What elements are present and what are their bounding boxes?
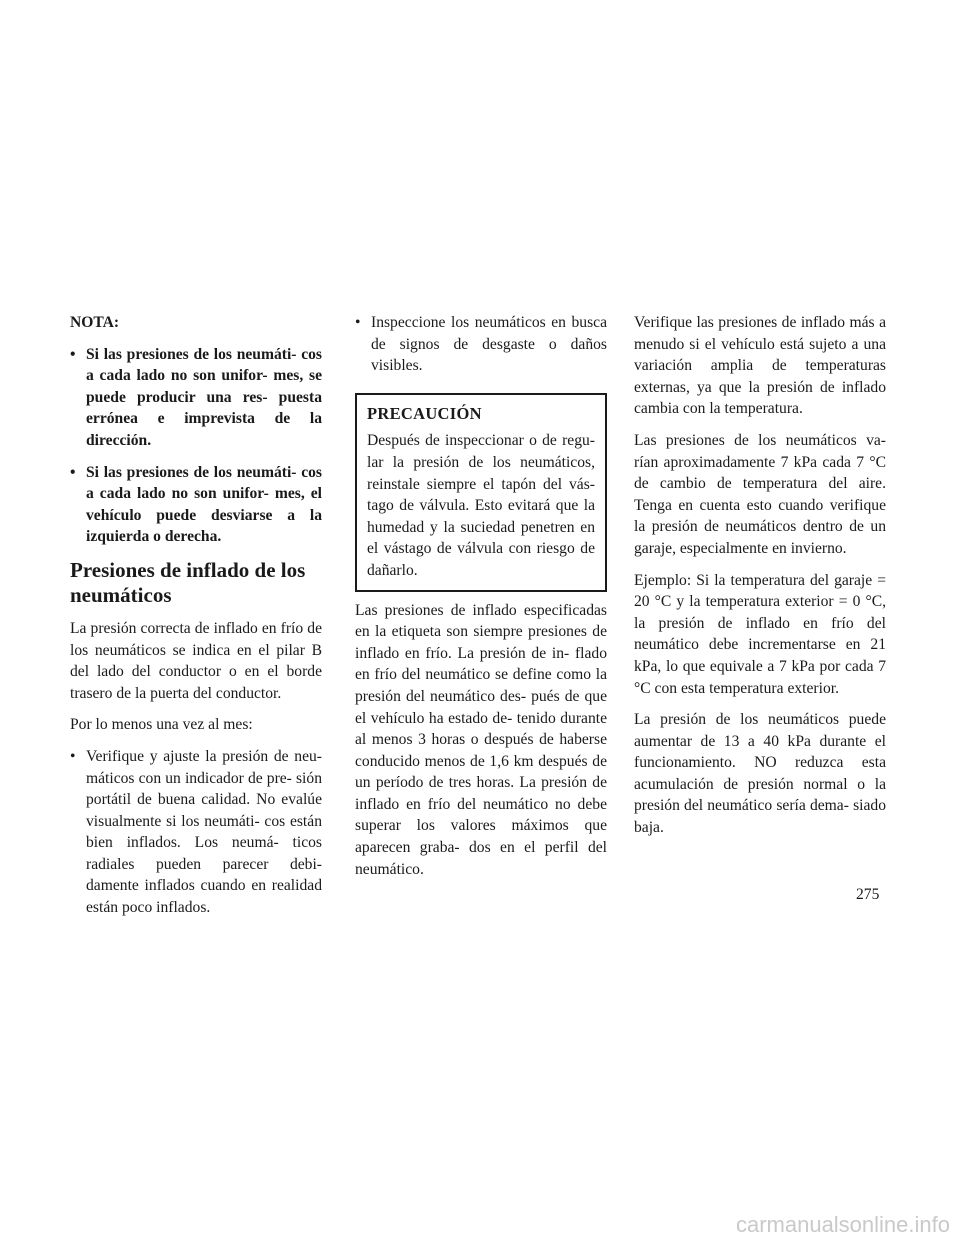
note-bullet bbox=[70, 462, 322, 548]
paragraph: La presión correcta de inflado en frío de los neumáticos se indica en el pilar B del lado del conductor o en el borde trasero de la puerta del conductor. bbox=[70, 619, 322, 702]
list-item-text: Verifique y ajuste la presión de neu- máticos con un indicador de pre- sión portátil de buena calidad. No evalúe visualmente si los neumáti- cos están bien inflados. Los neumá- ticos radiales pueden parecer debi- damente inflados cuando en realidad están poco inflados. bbox=[86, 747, 322, 917]
bullet-marker: • bbox=[70, 747, 76, 765]
section-heading: Presiones de inflado de los neumáticos bbox=[70, 557, 306, 607]
paragraph: La presión de los neumáticos puede aumentar de 13 a 40 kPa durante el funcionamiento. NO reduzca esta acumulación de presión normal o la presión del neumático sería dema- siado baja. bbox=[634, 711, 886, 837]
middle-column bbox=[355, 312, 607, 890]
bullet-marker: • bbox=[355, 314, 361, 331]
page-number: 275 bbox=[856, 886, 880, 903]
list-item bbox=[355, 312, 607, 377]
note-label: NOTA: bbox=[70, 314, 120, 331]
bullet-marker: • bbox=[70, 463, 76, 481]
caution-title: PRECAUCIÓN bbox=[367, 403, 482, 423]
right-column bbox=[634, 312, 886, 849]
note-bullet bbox=[70, 344, 322, 452]
paragraph: Ejemplo: Si la temperatura del garaje = 20 °C y la temperatura exterior = 0 °C, la presión de inflado en frío del neumático debe incrementarse en 21 kPa, lo que equivale a 7 kPa por cada 7 °C con esta temperatura exterior. bbox=[634, 571, 886, 697]
note-bullet-text: Si las presiones de los neumáti- cos a cada lado no son unifor- mes, el vehículo puede desviarse a la izquierda o derecha. bbox=[86, 463, 322, 546]
caution-box bbox=[355, 393, 607, 592]
list-item bbox=[70, 746, 322, 919]
bullet-marker: • bbox=[70, 345, 76, 363]
paragraph: Por lo menos una vez al mes: bbox=[70, 716, 253, 734]
paragraph: Verifique las presiones de inflado más a menudo si el vehículo está sujeto a una variación amplia de temperaturas externas, ya que la presión de inflado cambia con la temperatura. bbox=[634, 314, 886, 418]
paragraph: Las presiones de los neumáticos va- rían aproximadamente 7 kPa cada 7 °C de cambio de temperatura del aire. Tenga en cuenta esto cuando verifique la presión de neumáticos dentro de un garaje, especialmente en invierno. bbox=[634, 431, 886, 557]
caution-text: Después de inspeccionar o de regu- lar la presión de los neumáticos, reinstale siempre el tapón del vás- tago de válvula. Esto evitará que la humedad y la suciedad penetren en el vástago de válvula con riesgo de dañarlo. bbox=[367, 432, 595, 579]
note-bullet-text: Si las presiones de los neumáti- cos a cada lado no son unifor- mes, se puede producir una res- puesta errónea e imprevista de la dirección. bbox=[86, 345, 322, 449]
left-column bbox=[70, 312, 322, 929]
list-item-text: Inspeccione los neumáticos en busca de signos de desgaste o daños visibles. bbox=[371, 314, 607, 375]
paragraph: Las presiones de inflado especificadas en la etiqueta son siempre presiones de inflado en frío. La presión de in- flado en frío del neumático se define como la presión del neumático des- pués de que el vehículo ha estado de- tenido durante al menos 3 horas o después de haberse conducido menos de 1,6 km después de un período de tres horas. La presión de inflado en frío del neumático no debe superar los valores máximos que aparecen graba- dos en el perfil del neumático. bbox=[355, 601, 607, 878]
watermark: carmanualsonline.info bbox=[735, 1212, 950, 1237]
